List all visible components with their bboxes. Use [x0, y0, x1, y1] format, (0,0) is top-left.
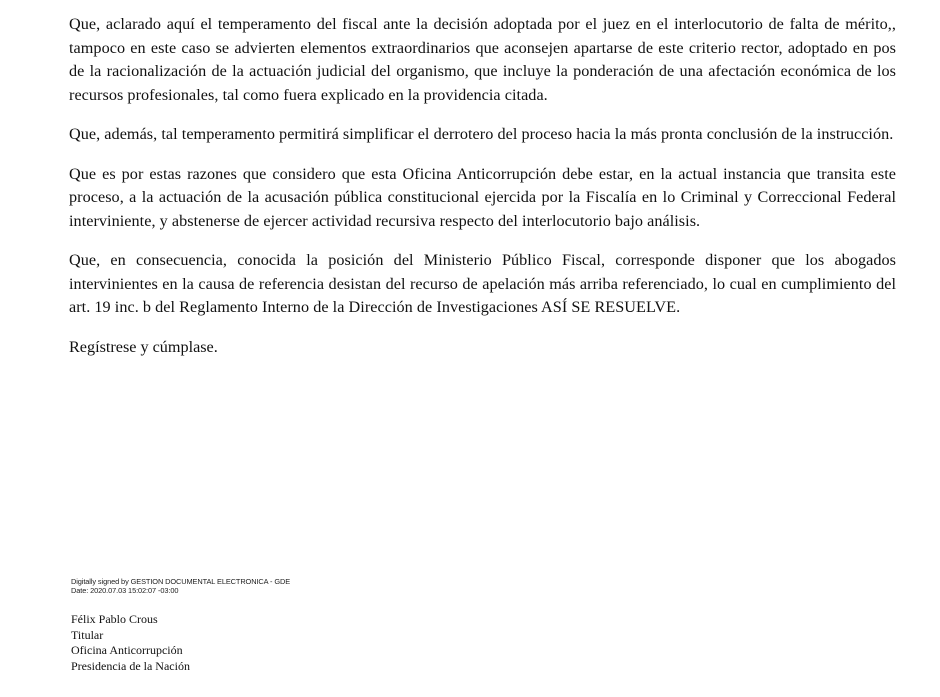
signer-title: Titular	[71, 627, 104, 642]
signer-block	[71, 612, 190, 674]
closing-line: Regístrese y cúmplase.	[69, 337, 218, 356]
signer-name: Félix Pablo Crous	[71, 612, 158, 626]
digital-signature-stamp	[71, 577, 290, 595]
paragraph-1: Que, aclarado aquí el temperamento del fiscal ante la decisión adoptada por el juez en el interlocutorio de falta de mérito,, tampoco en este caso se advierten elementos extraordinarios que aconsejen apartarse de este criterio rector, adoptado en pos de la racionalización de la actuación judicial del organismo, que incluye la ponderación de una afectación económica de los recursos profesionales, tal como fuera explicado en la providencia citada.	[69, 15, 896, 104]
signer-office: Oficina Anticorrupción	[71, 643, 183, 657]
paragraph-3: Que es por estas razones que considero que esta Oficina Anticorrupción debe estar, en la actual instancia que transita este proceso, a la actuación de la acusación pública constitucional ejercida por la Fiscalía en lo Criminal y Correccional Federal interviniente, y abstenerse de ejercer actividad recursiva respecto del interlocutorio bajo análisis.	[69, 164, 896, 230]
paragraph-4: Que, en consecuencia, conocida la posición del Ministerio Público Fiscal, corresponde disponer que los abogados intervinientes en la causa de referencia desistan del recurso de apelación más arriba referenciado, lo cual en cumplimiento del art. 19 inc. b del Reglamento Interno de la Dirección de Investigaciones ASÍ SE RESUELVE.	[69, 251, 896, 316]
digital-signature-signed-by: Digitally signed by GESTION DOCUMENTAL ELECTRONICA - GDE	[71, 577, 291, 586]
paragraph-2: Que, además, tal temperamento permitirá simplificar el derrotero del proceso hacia la más pronta conclusión de la instrucción.	[69, 125, 894, 143]
digital-signature-date: Date: 2020.07.03 15:02:07 -03:00	[71, 586, 179, 595]
signer-institution: Presidencia de la Nación	[71, 658, 190, 673]
document-body	[69, 13, 896, 359]
